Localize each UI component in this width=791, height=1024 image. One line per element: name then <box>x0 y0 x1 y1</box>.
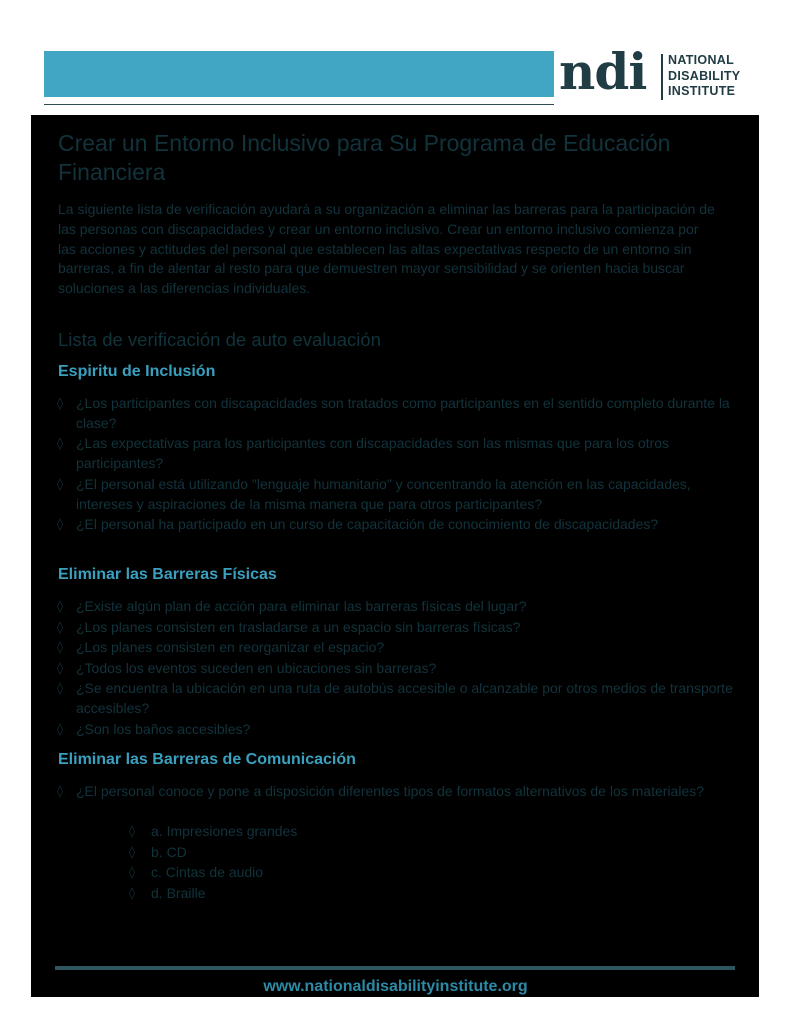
document-body <box>31 115 759 997</box>
diamond-bullet-icon: ◊ <box>57 436 63 451</box>
diamond-bullet-icon: ◊ <box>57 784 63 798</box>
logo-wordmark <box>668 53 740 100</box>
checklist-item <box>55 597 735 617</box>
checklist-item <box>55 434 735 474</box>
checklist-item <box>55 394 735 434</box>
diamond-bullet-icon: ◊ <box>129 844 135 859</box>
checklist-item-text: ¿Los planes consisten en trasladarse a un espacio sin barreras físicas? <box>76 618 521 635</box>
checklist-item-text: ¿El personal conoce y pone a disposición diferentes tipos de formatos alternativos de los materiales? <box>76 783 705 799</box>
checklist-item <box>55 720 735 740</box>
sub-item <box>127 822 427 842</box>
checklist-item-text: ¿Los planes consisten en reorganizar el espacio? <box>76 639 385 656</box>
checklist-item-text: ¿El personal ha participado en un curso de capacitación de conocimiento de discapacidades? <box>76 516 659 533</box>
diamond-bullet-icon: ◊ <box>57 619 63 634</box>
sub-item-text: a. Impresiones grandes <box>151 823 298 839</box>
page-title: Crear un Entorno Inclusivo para Su Programa de Educación Financiera <box>58 130 671 185</box>
checklist-item-text: ¿Son los baños accesibles? <box>76 720 251 737</box>
diamond-bullet-icon: ◊ <box>57 660 63 675</box>
physical-barriers-checklist <box>55 597 735 740</box>
section-title-communication-barriers: Eliminar las Barreras de Comunicación <box>58 751 356 768</box>
intro-paragraph: La siguiente lista de verificación ayudará a su organización a eliminar las barreras para la participación de las personas con discapacidades y crear un entorno inclusivo. Crear un entorno inclusivo comienza por las acciones y actitudes del personal que establecen las altas expectativas respecto de un entorno sin barreras, a fin de alentar al resto para que demuestren mayor sensibilidad y se orienten hacia buscar soluciones a las diferencias individuales. <box>58 201 715 297</box>
header-banner <box>44 51 554 97</box>
checklist-item-text: ¿Se encuentra la ubicación en una ruta de autobús accesible o alcanzable por otros medios de transporte accesibles? <box>76 680 733 717</box>
checklist-heading: Lista de verificación de auto evaluación <box>58 329 381 350</box>
checklist-item <box>55 618 735 638</box>
inclusion-checklist <box>55 394 735 536</box>
diamond-bullet-icon: ◊ <box>57 681 63 696</box>
checklist-item <box>55 475 735 515</box>
checklist-item <box>55 659 735 679</box>
logo-word: DISABILITY <box>668 68 741 83</box>
diamond-bullet-icon: ◊ <box>57 599 63 613</box>
sub-item <box>127 843 427 863</box>
footer-divider <box>55 966 735 970</box>
sub-item-text: d. Braille <box>151 884 206 901</box>
diamond-bullet-icon: ◊ <box>57 721 63 736</box>
diamond-bullet-icon: ◊ <box>57 517 63 532</box>
section-title-inclusion: Espiritu de Inclusión <box>58 363 216 380</box>
checklist-item-text: ¿Existe algún plan de acción para eliminar las barreras físicas del lugar? <box>76 598 527 614</box>
communication-barriers-checklist <box>55 782 735 803</box>
logo-word: NATIONAL <box>668 53 735 67</box>
diamond-bullet-icon: ◊ <box>129 824 135 838</box>
checklist-item <box>55 515 735 535</box>
checklist-item-text: ¿Los participantes con discapacidades son tratados como participantes en el sentido completo durante la clase? <box>76 395 730 431</box>
diamond-bullet-icon: ◊ <box>57 476 63 491</box>
section-title-physical-barriers: Eliminar las Barreras Físicas <box>58 566 277 583</box>
header-divider <box>44 104 554 105</box>
diamond-bullet-icon: ◊ <box>57 396 63 410</box>
sub-item-text: c. Cintas de audio <box>151 864 264 881</box>
checklist-item-text: ¿Las expectativas para los participantes con discapacidades son las mismas que para los otros participantes? <box>76 435 669 472</box>
footer-website-link[interactable]: www.nationaldisabilityinstitute.org <box>263 978 528 995</box>
checklist-item-text: ¿Todos los eventos suceden en ubicaciones sin barreras? <box>76 659 437 676</box>
checklist-item <box>55 638 735 658</box>
checklist-item-text: ¿El personal está utilizando "lenguaje humanitario" y concentrando la atención en las capacidades, intereses y aspiraciones de la misma manera que para otros participantes? <box>76 475 691 512</box>
sub-item <box>127 884 427 904</box>
diamond-bullet-icon: ◊ <box>129 885 135 900</box>
diamond-bullet-icon: ◊ <box>129 865 135 880</box>
logo-word: INSTITUTE <box>668 84 736 98</box>
logo-mark: ndi <box>559 42 647 101</box>
alternative-formats-list <box>127 822 427 904</box>
diamond-bullet-icon: ◊ <box>57 640 63 655</box>
checklist-item <box>55 679 735 719</box>
checklist-item <box>55 782 735 802</box>
ndi-logo <box>559 42 759 104</box>
logo-divider <box>661 54 663 100</box>
sub-item <box>127 863 427 883</box>
sub-item-text: b. CD <box>151 843 187 860</box>
